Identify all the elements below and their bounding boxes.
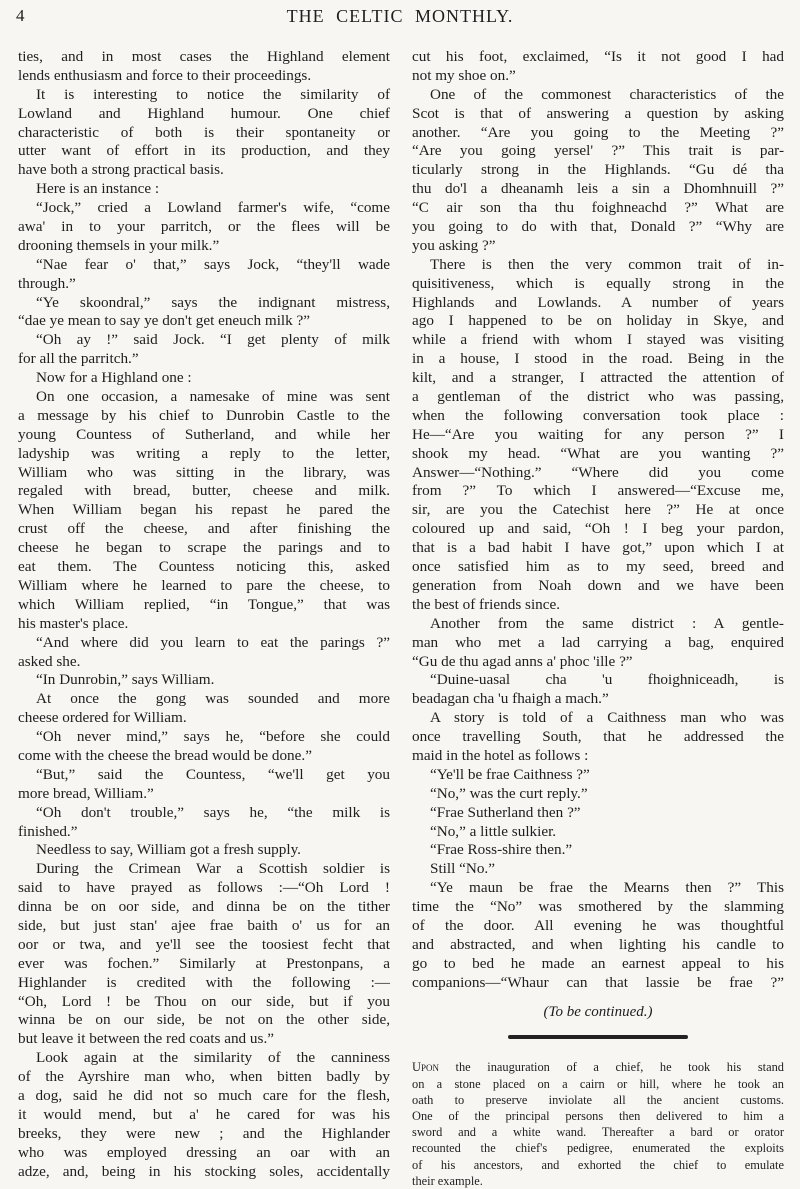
note-line: One of the principal persons then delivered to him a [412,1109,784,1123]
text-line: William where he learned to pare the cheese, to [18,576,390,594]
note-line: recounted the chief's pedigree, enumerated the exploits [412,1141,784,1156]
text-line: shook my head. “What are you wanting ?” [412,444,784,462]
note-line: of his ancestors, and exhorted the chief to emulate [412,1157,784,1172]
text-line: On one occasion, a namesake of mine was sent [36,388,390,406]
text-line: “No,” was the curt reply.” [430,784,588,802]
text-line: ties, and in most cases the Highland element [18,48,390,65]
text-line: asked she. [18,652,81,670]
text-line: Lowland and Highland humour. One chief [18,104,390,122]
text-line: once travelling South, that he addressed the [412,728,784,746]
section-divider-rule [508,1035,688,1039]
text-line: a dog, said he did not so much care for the flesh, [18,1086,390,1104]
publication-title: THE CELTIC MONTHLY. [286,6,514,26]
text-line: Highlander is credited with the following :— [18,973,390,991]
text-line: of the door. All evening he was thoughtful [412,916,784,934]
text-line: eat them. The Countess noticing this, asked [18,558,390,576]
right-column-text [412,48,784,993]
text-line: side, but just stan' ajee frae baith o' us for an [18,916,390,934]
text-line: adze, and, being in his stocking soles, accidentally [18,1162,390,1180]
text-line: while a friend with whom I stayed was visiting [412,331,784,349]
text-line: Highlands and Lowlands. A number of years [412,293,784,311]
text-line: you going to do with that, Donald ?” “Why are [412,218,784,236]
text-line: Still “No.” [430,860,495,878]
text-line: Now for a Highland one : [36,369,192,387]
text-line: finished.” [18,822,78,840]
text-line: sir, are you the Catechist here ?” He at once [412,501,784,519]
text-line: dinna be on oor side, and dinna be on the tither [18,898,390,916]
text-line: ever was fochen.” Similarly at Prestonpans, a [18,954,390,972]
text-line: “Ye'll be frae Caithness ?” [430,765,590,783]
text-line: the best of friends since. [412,595,561,613]
text-line: A story is told of a Caithness man who was [430,709,784,727]
text-line: a message by his chief to Dunrobin Castle to the [18,406,390,424]
left-column [18,48,390,1181]
text-line: oor or twa, and ye'll see the toosiest fecht that [18,935,390,953]
text-line: drooning themsels in your milk.” [18,236,220,254]
text-line: “Are you going yersel' ?” This trait is par- [412,142,784,160]
text-line: go to bed he made an earnest appeal to his [412,954,784,972]
text-line: Another from the same district : A gentle- [430,614,784,632]
text-line: There is then the very common trait of in- [430,255,784,273]
text-line: At once the gong was sounded and more [36,690,390,708]
text-line: Here is an instance : [36,180,160,198]
text-line: cut his foot, exclaimed, “Is it not good I had [412,48,784,65]
text-line: “Oh don't trouble,” says he, “the milk is [36,803,390,821]
text-line: when the following conversation took place : [412,406,784,424]
text-line: awa' in to your parritch, or the flees will be [18,218,390,236]
text-line: When William began his repast he pared the [18,501,390,519]
text-line: “Frae Sutherland then ?” [430,803,581,821]
text-line: “dae ye mean to say ye don't get eneuch milk ?” [18,312,311,330]
text-line: it would mend, but a' he cared for was his [18,1105,390,1123]
text-line: coloured up and said, “Oh ! I beg your pardon, [412,520,784,538]
text-line: “In Dunrobin,” says William. [36,671,215,689]
text-line: characteristic of both is their spontaneity or [18,123,390,141]
text-line: generation from Noah down and we have been [412,576,784,594]
footnote-paragraph [412,1059,784,1189]
text-line: “Ye skoondral,” says the indignant mistress, [36,293,390,311]
to-be-continued: (To be continued.) [543,1003,653,1020]
text-line: lends enthusiasm and force to their proceedings. [18,66,312,84]
text-line: cheese he began to scrape the parings and to [18,539,390,557]
text-line: you asking ?” [412,236,496,254]
text-line: “Oh never mind,” says he, “before she could [36,728,390,746]
note-line: sword and a white wand. Thereafter a bard or orator [412,1125,784,1140]
text-line: through.” [18,274,76,292]
text-line: crust off the cheese, and after finishing the [18,520,390,538]
text-line: cheese ordered for William. [18,709,187,727]
text-line: but leave it between the red coats and us.” [18,1030,274,1048]
text-line: from ?” To which I answered—“Excuse me, [412,482,784,500]
text-line: “Jock,” cried a Lowland farmer's wife, “come [36,199,390,217]
running-head [0,2,800,26]
text-line: young Countess of Sutherland, and while her [18,425,390,443]
text-line: kilt, and a stranger, I attracted the attention of [412,369,784,387]
text-line: quisitiveness, which is equally strong in the [412,274,784,292]
text-line: and abstracted, and when lighting his candle to [412,935,784,953]
text-line: thu do'l a dheanamh leis a sin a Dhomhnuill ?” [412,180,784,198]
text-line: not my shoe on.” [412,66,516,84]
text-line: “Ye maun be frae the Mearns then ?” This [430,879,784,897]
text-line: Scot is that of answering a question by asking [412,104,784,122]
text-line: a gentleman of the district who was passing, [412,388,784,406]
note-line: on a stone placed on a cairn or hill, where he took an [412,1076,784,1091]
note-line-text: the inauguration of a chief, he took his stand [438,1060,784,1075]
text-line: of the Ayrshire man who, when bitten badly by [18,1068,390,1086]
text-line: Answer—“Nothing.” “Where did you come [412,463,784,481]
text-line: “Nae fear o' that,” says Jock, “they'll wade [36,255,390,273]
text-line: “Gu de thu agad anns a' phoc 'ille ?” [412,652,633,670]
text-line: During the Crimean War a Scottish soldier is [36,860,390,878]
text-line: man who met a lad carrying a bag, enquired [412,633,784,651]
text-line: He—“Are you waiting for any person ?” I [412,425,784,443]
text-line: “But,” said the Countess, “we'll get you [36,765,390,783]
text-line: winna be on our side, be not on the other side, [18,1011,390,1029]
text-line: ladyship was writing a reply to the letter, [18,444,390,462]
text-line: who was employed dressing an oar with an [18,1143,390,1161]
right-column [412,48,784,1189]
text-line: ticularly strong in the Highlands. “Gu dé tha [412,161,784,179]
note-line: oath to preserve inviolate all the ancient customs. [412,1092,784,1107]
text-line: It is interesting to notice the similarity of [36,85,390,103]
text-line: regaled with bread, butter, cheese and milk. [18,482,390,500]
text-line: in a house, I stood in the road. Being in the [412,350,784,368]
text-line: Needless to say, William got a fresh supply. [36,841,301,859]
text-line: Look again at the similarity of the canniness [36,1049,390,1067]
text-line: “Frae Ross-shire then.” [430,841,573,859]
text-line: One of the commonest characteristics of the [430,85,784,103]
text-line: companions—“Whaur can that lassie be frae ?” [412,973,784,991]
text-line: for all the parritch.” [18,350,139,368]
text-line: that is a bad habit I have got,” upon which I at [412,539,784,557]
text-line: breeks, they were new ; and the Highlander [18,1124,390,1142]
page-number: 4 [16,6,25,25]
text-line: utter want of effort in its production, and they [18,142,390,160]
text-line: “C air son tha thu foighneachd ?” What are [412,199,784,217]
text-line: said to have prayed as follows :—“Oh Lord ! [18,879,390,897]
note-line [412,1059,784,1075]
text-line: “Duine-uasal cha 'u fhoighniceadh, is [430,671,784,689]
note-lead-word: Upon [412,1060,439,1075]
text-line: “And where did you learn to eat the parings ?” [36,633,390,651]
text-line: more bread, William.” [18,784,154,802]
text-line: come with the cheese the bread would be done.” [18,746,312,764]
text-line: another. “Are you going to the Meeting ?” [412,123,784,141]
text-line: ago I happened to be on holiday in Skye, and [412,312,784,330]
note-line: their example. [412,1173,483,1188]
text-line: which William replied, “in Tongue,” that was [18,595,390,613]
text-line: once satisfied him as to my seed, breed and [412,558,784,576]
text-line: William who was sitting in the library, was [18,463,390,481]
text-line: “Oh, Lord ! be Thou on our side, but if you [18,992,390,1010]
text-line: beadagan cha 'u fhaigh a mach.” [412,690,609,708]
text-line: his master's place. [18,614,129,632]
text-line: have both a strong practical basis. [18,161,224,179]
text-line: maid in the hotel as follows : [412,746,589,764]
text-line: “Oh ay !” said Jock. “I get plenty of milk [36,331,390,349]
text-line: “No,” a little sulkier. [430,822,557,840]
text-line: time the “No” was smothered by the slamming [412,898,784,916]
